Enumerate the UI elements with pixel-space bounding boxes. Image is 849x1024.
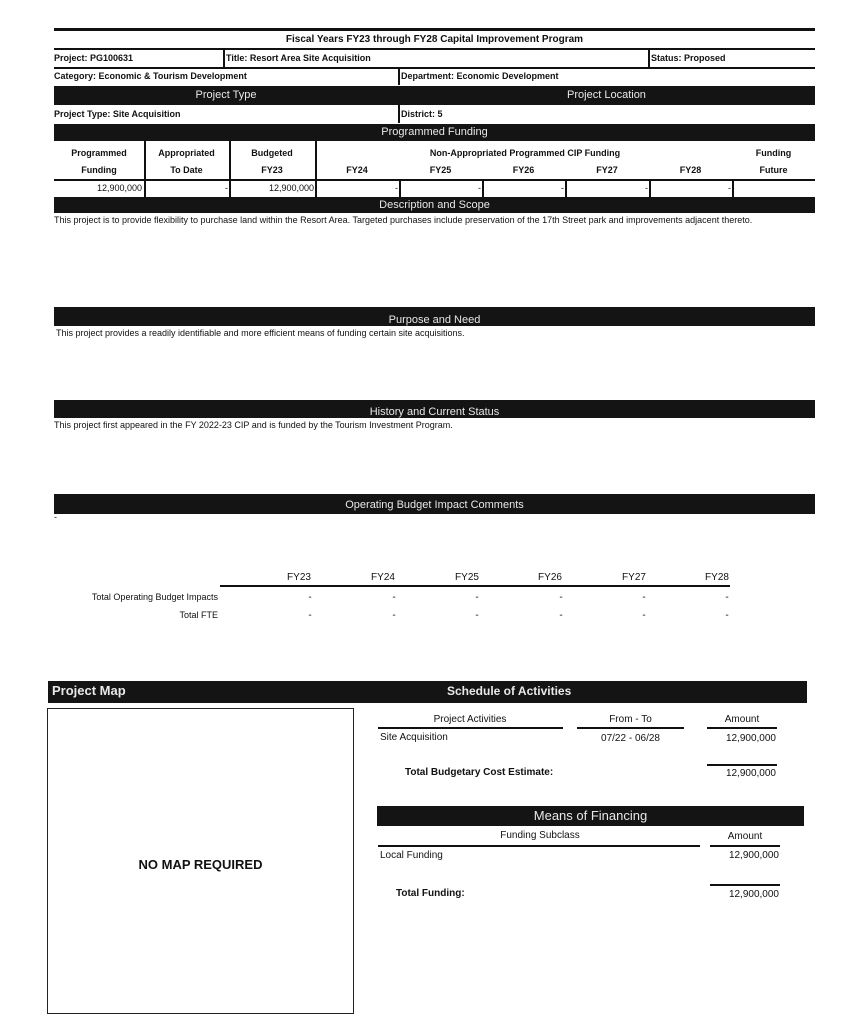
non-appropriated-group-label: Non-Appropriated Programmed CIP Funding [429,148,621,158]
col-programmed-top: Programmed [71,148,127,158]
ob-value: - [308,592,312,603]
col-fy27: FY27 [596,165,618,175]
rule [577,727,684,729]
schedule-amount: 12,900,000 [725,733,776,744]
schedule-total-amount: 12,900,000 [725,768,776,779]
financing-col-subclass: Funding Subclass [500,830,580,841]
description-heading: Description and Scope [54,197,815,213]
ob-value: - [475,592,479,603]
ob-value: - [559,592,563,603]
value-appropriated: - [225,183,228,193]
financing-amount: 12,900,000 [728,850,779,861]
financing-subclass: Local Funding [380,850,443,861]
ob-value: - [475,610,479,621]
project-type-heading: Project Type [54,86,398,105]
col-appropriated-top: Appropriated [158,148,215,158]
divider [732,179,734,197]
project-map-box [47,708,354,1014]
rule [378,845,700,847]
ob-value: - [308,610,312,621]
ob-col-fy24: FY24 [371,572,395,583]
purpose-heading: Purpose and Need [54,307,815,326]
project-map-heading: Project Map [52,683,126,698]
ob-col-fy26: FY26 [538,572,562,583]
divider [648,48,650,67]
project-title: Title: Resort Area Site Acquisition [226,53,371,63]
project-department: Department: Economic Development [401,71,559,81]
ob-row-label: Total Operating Budget Impacts [91,592,218,602]
no-map-text: NO MAP REQUIRED [138,857,263,872]
ob-value: - [642,610,646,621]
financing-col-amount: Amount [727,831,763,842]
rule [710,884,780,886]
operating-budget-heading: Operating Budget Impact Comments [54,494,815,514]
rule [707,764,777,766]
col-fy25: FY25 [429,165,452,175]
schedule-col-amount: Amount [724,714,760,725]
col-fy24: FY24 [346,165,368,175]
value-programmed: 12,900,000 [96,183,142,193]
financing-total-amount: 12,900,000 [728,889,779,900]
value-budgeted-fy23: 12,900,000 [268,183,314,193]
rule [378,727,563,729]
ob-value: - [392,610,396,621]
schedule-from-to: 07/22 - 06/28 [601,733,660,744]
ob-col-fy28: FY28 [705,572,729,583]
divider [398,105,400,123]
programmed-funding-heading: Programmed Funding [54,124,815,141]
col-programmed-bottom: Funding [81,165,117,175]
col-fy28: FY28 [679,165,702,175]
rule [54,179,815,181]
project-status: Status: Proposed [651,53,726,63]
top-rule [54,28,815,31]
col-fy26: FY26 [512,165,535,175]
col-future-bottom: Future [759,165,788,175]
financing-total-label: Total Funding: [396,888,465,899]
ob-col-fy27: FY27 [622,572,646,583]
history-heading: History and Current Status [54,400,815,418]
rule [54,48,815,50]
document-title: Fiscal Years FY23 through FY28 Capital Improvement Program [285,34,584,45]
project-location-heading: Project Location [398,86,815,105]
project-type-value: Project Type: Site Acquisition [54,109,181,119]
project-category: Category: Economic & Tourism Development [54,71,247,81]
value-fy25: - [478,183,481,193]
divider [398,67,400,85]
bottom-section-bar [48,681,807,703]
rule [707,727,777,729]
col-future-top: Funding [755,148,792,158]
value-fy24: - [395,183,398,193]
col-appropriated-bottom: To Date [170,165,203,175]
description-text: This project is to provide flexibility to purchase land within the Resort Area. Targeted purchases include preservation of the 17th Street park and improvements adjacent thereto. [54,215,753,225]
schedule-heading: Schedule of Activities [447,684,572,698]
ob-row-label: Total FTE [179,610,218,620]
rule [54,67,815,69]
ob-col-fy23: FY23 [287,572,311,583]
value-fy28: - [728,183,731,193]
value-fy27: - [645,183,648,193]
ob-value: - [559,610,563,621]
financing-heading: Means of Financing [377,806,804,826]
value-fy26: - [561,183,564,193]
ob-value: - [725,610,729,621]
ob-value: - [642,592,646,603]
rule [220,585,730,587]
divider [223,48,225,67]
ob-value: - [725,592,729,603]
schedule-col-from-to: From - To [609,714,652,725]
schedule-activity: Site Acquisition [380,732,448,743]
rule [710,845,780,847]
history-text: This project first appeared in the FY 2022-23 CIP and is funded by the Tourism Investment Program. [54,420,453,430]
col-budgeted-top: Budgeted [251,148,293,158]
purpose-text: This project provides a readily identifiable and more efficient means of funding certain site acquisitions. [56,328,465,338]
ob-value: - [392,592,396,603]
schedule-total-label: Total Budgetary Cost Estimate: [405,767,554,778]
ob-col-fy25: FY25 [455,572,479,583]
col-budgeted-bottom: FY23 [261,165,283,175]
project-location-value: District: 5 [401,109,443,119]
schedule-col-activity: Project Activities [433,714,507,725]
project-id: Project: PG100631 [54,53,134,63]
operating-budget-comment: - [54,512,57,522]
